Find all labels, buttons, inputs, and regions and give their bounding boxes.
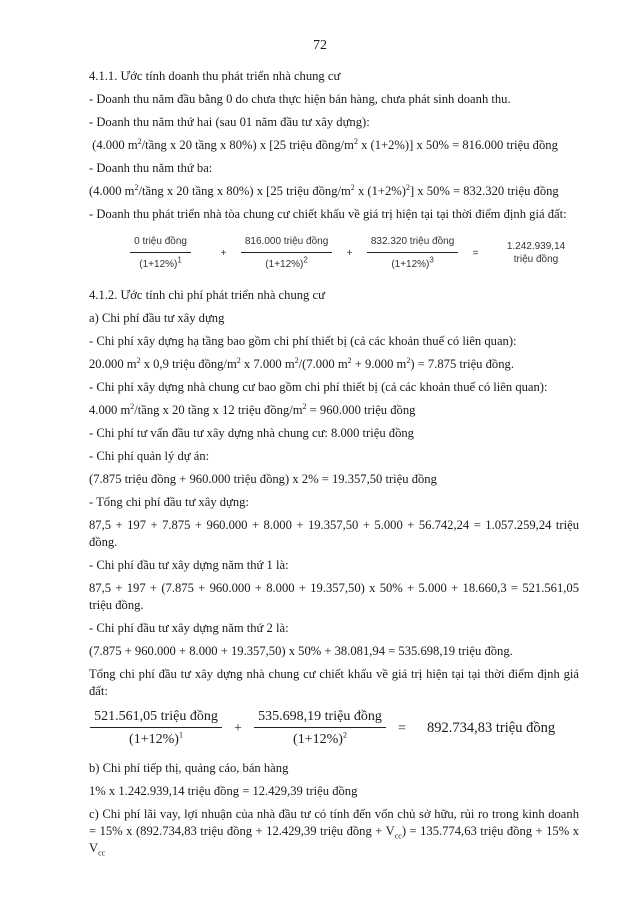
denominator: $(1+12\%)^1$	[139, 255, 182, 270]
fraction-term-1	[91, 708, 221, 748]
heading-4-1-2: 4.1.2. Ước tính chi phí phát triển nhà chung cư	[89, 288, 325, 302]
year-2-cost-formula: (7.875 + 960.000 + 8.000 + 19.357,50) x 50% + 38.081,94 = 535.698,19 triệu đồng.	[89, 644, 513, 658]
fraction-term-2	[255, 708, 385, 748]
page-number: 72	[313, 38, 327, 53]
denominator: $(1+12\%)^2$	[265, 255, 308, 270]
revenue-year-3-formula: (4.000 $m^2$/tầng x 20 tầng x 80%) x [25 triệu đồng/$m^2$ x $(1+2\%)^2$] x 50% = 832.320 triệu đồng	[89, 182, 559, 198]
fraction-term-2	[235, 233, 338, 273]
equation-result: 892.734,83 triệu đồng	[427, 719, 556, 736]
denominator: $(1+12\%)^1$	[129, 730, 183, 747]
total-cost-formula: 87,5 + 197 + 7.875 + 960.000 + 8.000 + 19.357,50 + 5.000 + 56.742,24 = 1.057.259,24 triệu đồng.	[89, 518, 579, 549]
management-cost-label: - Chi phí quản lý dự án:	[89, 449, 210, 463]
equation-result: 1.242.939,14 triệu đồng	[506, 241, 566, 265]
revenue-discount-equation	[109, 233, 579, 273]
numerator: 521.561,05 triệu đồng	[90, 708, 222, 728]
heading-4-1-1: 4.1.1. Ước tính doanh thu phát triển nhà chung cư	[89, 69, 341, 83]
denominator: $(1+12\%)^2$	[293, 730, 347, 747]
consulting-cost: - Chi phí tư vấn đầu tư xây dựng nhà chung cư: 8.000 triệu đồng	[89, 426, 414, 440]
numerator: 832.320 triệu đồng	[367, 233, 458, 253]
build-cost-formula: 4.000 $m^2$/tầng x 20 tầng x 12 triệu đồng/$m^2 = 960.000$ triệu đồng	[89, 401, 416, 417]
numerator: 535.698,19 triệu đồng	[254, 708, 386, 728]
year-2-cost-label: - Chi phí đầu tư xây dựng năm thứ 2 là:	[89, 621, 289, 635]
marketing-cost-formula: 1% x 1.242.939,14 triệu đồng = 12.429,39 triệu đồng	[89, 784, 358, 798]
plus-sign: +	[234, 720, 242, 736]
plus-sign: +	[220, 247, 227, 259]
document-body	[89, 68, 579, 863]
revenue-discount-label: - Doanh thu phát triển nhà tòa chung cư chiết khấu về giá trị hiện tại tại thời điểm định giá đất:	[89, 207, 567, 221]
revenue-year-3-label: - Doanh thu năm thứ ba:	[89, 161, 213, 175]
plus-sign: +	[346, 247, 353, 259]
denominator: $(1+12\%)^3$	[391, 255, 434, 270]
revenue-year-1: - Doanh thu năm đầu bằng 0 do chưa thực hiện bán hàng, chưa phát sinh doanh thu.	[89, 92, 511, 106]
equals-sign: =	[472, 247, 479, 259]
management-cost-formula: (7.875 triệu đồng + 960.000 triệu đồng) x 2% = 19.357,50 triệu đồng	[89, 472, 437, 486]
fraction-term-1	[109, 233, 212, 273]
fraction-term-3	[361, 233, 464, 273]
total-cost-label: - Tổng chi phí đầu tư xây dựng:	[89, 495, 249, 509]
numerator: 816.000 triệu đồng	[241, 233, 332, 253]
numerator: 0 triệu đồng	[130, 233, 191, 253]
infra-cost-label: - Chi phí xây dựng hạ tầng bao gồm chi phí thiết bị (cả các khoản thuế có liên quan):	[89, 334, 517, 348]
revenue-year-2-label: - Doanh thu năm thứ hai (sau 01 năm đầu tư xây dựng):	[89, 115, 370, 129]
cost-discount-equation	[91, 708, 579, 748]
equals-sign: =	[398, 720, 406, 736]
subheading-a: a) Chi phí đầu tư xây dựng	[89, 311, 225, 325]
total-cost-discount-label: Tổng chi phí đầu tư xây dựng nhà chung cư chiết khấu về giá trị hiện tại tại thời điểm định giá đất:	[89, 667, 579, 698]
year-1-cost-label: - Chi phí đầu tư xây dựng năm thứ 1 là:	[89, 558, 289, 572]
year-1-cost-formula: 87,5 + 197 + (7.875 + 960.000 + 8.000 + 19.357,50) x 50% + 5.000 + 18.660,3 = 521.561,05 triệu đồng.	[89, 581, 579, 612]
build-cost-label: - Chi phí xây dựng nhà chung cư bao gồm chi phí thiết bị (cả các khoản thuế có liên quan):	[89, 380, 548, 394]
infra-cost-formula: 20.000 $m^2$ x 0,9 triệu đồng/$m^2$ x 7.000 $m^2/(7.000$ $m^2 + 9.000$ $m^2) = 7.875$ triệu đồng.	[89, 355, 514, 371]
subheading-c: c) Chi phí lãi vay, lợi nhuận của nhà đầu tư có tính đến vốn chủ sở hữu, rủi ro trong kinh doanh = 15% x (892.734,83 triệu đồng + 12.429,39 triệu đồng + $V_{cc}) = 135.774,63$ triệu đồng + 15% x $V_{cc}$	[89, 807, 579, 858]
subheading-b: b) Chi phí tiếp thị, quảng cáo, bán hàng	[89, 761, 289, 775]
revenue-year-2-formula: (4.000 $m^2$/tầng x 20 tầng x 80%) x [25 triệu đồng/$m^2$ x (1+2%)] x 50% = 816.000 triệu đồng	[89, 136, 558, 152]
